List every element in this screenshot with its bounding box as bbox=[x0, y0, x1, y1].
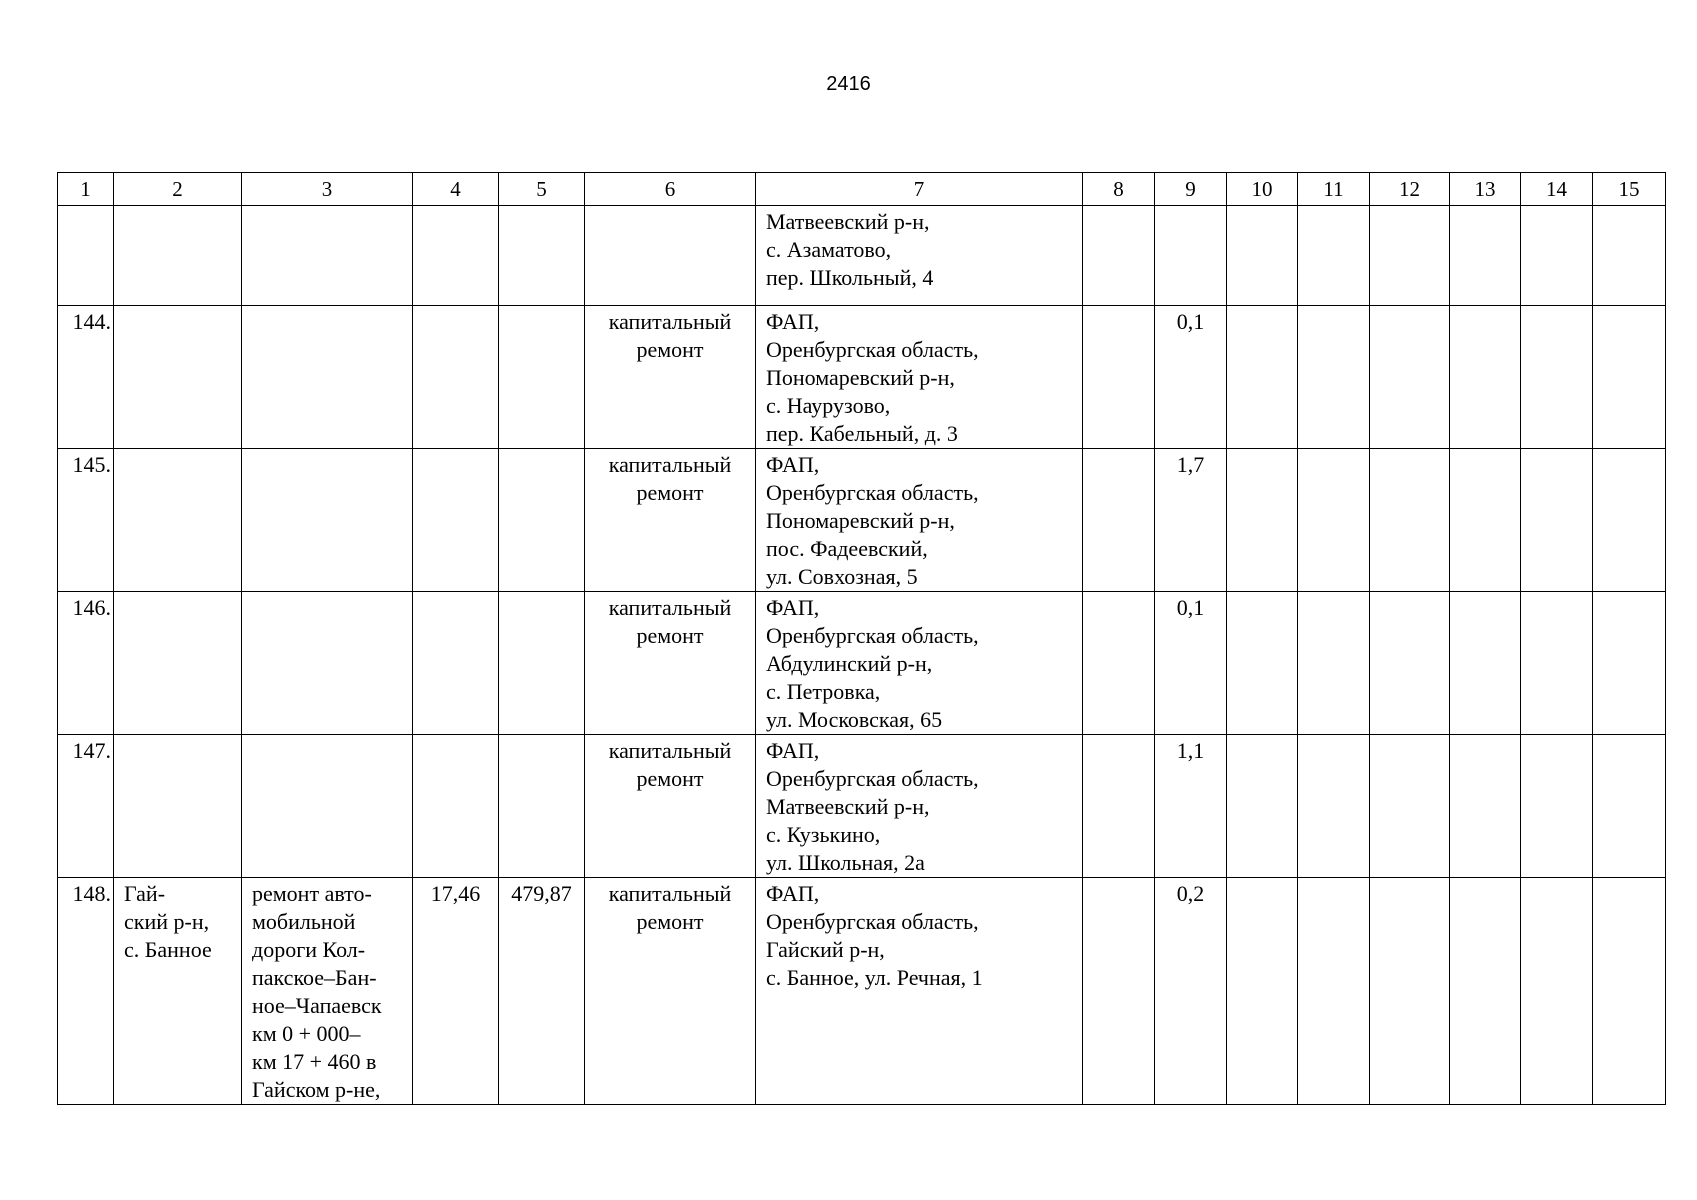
table-cell-col-10 bbox=[1227, 306, 1298, 449]
table-cell-col-3 bbox=[242, 306, 413, 449]
table-cell-col-4 bbox=[413, 206, 499, 306]
table-cell-col-2 bbox=[114, 306, 242, 449]
column-header-9: 9 bbox=[1155, 173, 1227, 206]
table-cell-col-13 bbox=[1450, 735, 1521, 878]
table-cell-col-11 bbox=[1298, 449, 1370, 592]
table-cell-col-12 bbox=[1370, 735, 1450, 878]
table-cell-col-7: ФАП, Оренбургская область, Абдулинский р-н, с. Петровка, ул. Московская, 65 bbox=[756, 592, 1083, 735]
table-row bbox=[58, 735, 1666, 878]
table-cell-col-15 bbox=[1593, 592, 1666, 735]
column-header-12: 12 bbox=[1370, 173, 1450, 206]
column-header-15: 15 bbox=[1593, 173, 1666, 206]
table-header-row bbox=[58, 173, 1666, 206]
table-cell-col-5 bbox=[499, 735, 585, 878]
column-header-5: 5 bbox=[499, 173, 585, 206]
table-cell-col-3 bbox=[242, 449, 413, 592]
table-row bbox=[58, 449, 1666, 592]
table-cell-col-2: Гай- ский р-н, с. Банное bbox=[114, 878, 242, 1105]
column-header-1: 1 bbox=[58, 173, 114, 206]
column-header-13: 13 bbox=[1450, 173, 1521, 206]
column-header-8: 8 bbox=[1083, 173, 1155, 206]
table-cell-col-1: 147. bbox=[58, 735, 114, 878]
table-cell-col-14 bbox=[1521, 206, 1593, 306]
column-header-14: 14 bbox=[1521, 173, 1593, 206]
table-cell-col-7: ФАП, Оренбургская область, Пономаревский р-н, с. Наурузово, пер. Кабельный, д. 3 bbox=[756, 306, 1083, 449]
table-cell-col-9 bbox=[1155, 206, 1227, 306]
table-cell-col-14 bbox=[1521, 449, 1593, 592]
table-cell-col-13 bbox=[1450, 306, 1521, 449]
table-cell-col-14 bbox=[1521, 306, 1593, 449]
table-cell-col-11 bbox=[1298, 206, 1370, 306]
table-cell-col-1: 146. bbox=[58, 592, 114, 735]
column-header-10: 10 bbox=[1227, 173, 1298, 206]
table-cell-col-9: 1,1 bbox=[1155, 735, 1227, 878]
table-cell-col-14 bbox=[1521, 878, 1593, 1105]
table-cell-col-3 bbox=[242, 206, 413, 306]
table-cell-col-4 bbox=[413, 592, 499, 735]
column-header-7: 7 bbox=[756, 173, 1083, 206]
table-cell-col-14 bbox=[1521, 592, 1593, 735]
table-cell-col-5 bbox=[499, 206, 585, 306]
column-header-11: 11 bbox=[1298, 173, 1370, 206]
table-cell-col-2 bbox=[114, 449, 242, 592]
table-cell-col-13 bbox=[1450, 206, 1521, 306]
table-cell-col-6 bbox=[585, 206, 756, 306]
table-cell-col-6: капитальный ремонт bbox=[585, 306, 756, 449]
table-cell-col-7: Матвеевский р-н, с. Азаматово, пер. Школьный, 4 bbox=[756, 206, 1083, 306]
table-row bbox=[58, 592, 1666, 735]
table-cell-col-5 bbox=[499, 449, 585, 592]
table-cell-col-8 bbox=[1083, 878, 1155, 1105]
table-cell-col-15 bbox=[1593, 449, 1666, 592]
table-cell-col-1: 148. bbox=[58, 878, 114, 1105]
page-number: 2416 bbox=[826, 73, 871, 95]
table-cell-col-8 bbox=[1083, 592, 1155, 735]
table-cell-col-7: ФАП, Оренбургская область, Матвеевский р-н, с. Кузькино, ул. Школьная, 2а bbox=[756, 735, 1083, 878]
column-header-2: 2 bbox=[114, 173, 242, 206]
table-cell-col-9: 0,1 bbox=[1155, 306, 1227, 449]
table-cell-col-5: 479,87 bbox=[499, 878, 585, 1105]
table-cell-col-1: 145. bbox=[58, 449, 114, 592]
table-cell-col-8 bbox=[1083, 206, 1155, 306]
table-cell-col-3 bbox=[242, 592, 413, 735]
table-cell-col-6: капитальный ремонт bbox=[585, 878, 756, 1105]
table-row bbox=[58, 306, 1666, 449]
table-cell-col-12 bbox=[1370, 449, 1450, 592]
column-header-3: 3 bbox=[242, 173, 413, 206]
table-cell-col-4 bbox=[413, 735, 499, 878]
table-cell-col-15 bbox=[1593, 735, 1666, 878]
table-cell-col-9: 1,7 bbox=[1155, 449, 1227, 592]
table-cell-col-1 bbox=[58, 206, 114, 306]
table-cell-col-15 bbox=[1593, 306, 1666, 449]
table-cell-col-11 bbox=[1298, 878, 1370, 1105]
table-cell-col-4 bbox=[413, 449, 499, 592]
table-cell-col-1: 144. bbox=[58, 306, 114, 449]
table-cell-col-10 bbox=[1227, 206, 1298, 306]
table-cell-col-15 bbox=[1593, 206, 1666, 306]
table-cell-col-14 bbox=[1521, 735, 1593, 878]
table-row bbox=[58, 878, 1666, 1105]
table-cell-col-12 bbox=[1370, 592, 1450, 735]
table-cell-col-6: капитальный ремонт bbox=[585, 592, 756, 735]
column-header-6: 6 bbox=[585, 173, 756, 206]
table-cell-col-4 bbox=[413, 306, 499, 449]
table-cell-col-12 bbox=[1370, 306, 1450, 449]
table-cell-col-11 bbox=[1298, 592, 1370, 735]
table-cell-col-10 bbox=[1227, 592, 1298, 735]
data-table bbox=[57, 172, 1666, 1105]
table-cell-col-5 bbox=[499, 306, 585, 449]
table-body bbox=[58, 173, 1666, 1105]
table-cell-col-2 bbox=[114, 735, 242, 878]
table-cell-col-4: 17,46 bbox=[413, 878, 499, 1105]
table-cell-col-15 bbox=[1593, 878, 1666, 1105]
table-cell-col-9: 0,1 bbox=[1155, 592, 1227, 735]
table-cell-col-7: ФАП, Оренбургская область, Гайский р-н, с. Банное, ул. Речная, 1 bbox=[756, 878, 1083, 1105]
table-cell-col-11 bbox=[1298, 306, 1370, 449]
table-cell-col-2 bbox=[114, 206, 242, 306]
column-header-4: 4 bbox=[413, 173, 499, 206]
table-cell-col-7: ФАП, Оренбургская область, Пономаревский р-н, пос. Фадеевский, ул. Совхозная, 5 bbox=[756, 449, 1083, 592]
table-row bbox=[58, 206, 1666, 306]
table-cell-col-6: капитальный ремонт bbox=[585, 735, 756, 878]
table-cell-col-12 bbox=[1370, 206, 1450, 306]
table-cell-col-13 bbox=[1450, 592, 1521, 735]
table-cell-col-10 bbox=[1227, 878, 1298, 1105]
table-cell-col-8 bbox=[1083, 306, 1155, 449]
table-cell-col-13 bbox=[1450, 449, 1521, 592]
table-cell-col-9: 0,2 bbox=[1155, 878, 1227, 1105]
table-cell-col-10 bbox=[1227, 449, 1298, 592]
table-cell-col-10 bbox=[1227, 735, 1298, 878]
table-cell-col-3: ремонт авто- мобильной дороги Кол- пакское–Бан- ное–Чапаевск км 0 + 000– км 17 + 460 в Гайском р-не, bbox=[242, 878, 413, 1105]
table-cell-col-8 bbox=[1083, 449, 1155, 592]
table-cell-col-11 bbox=[1298, 735, 1370, 878]
table-cell-col-13 bbox=[1450, 878, 1521, 1105]
table-cell-col-2 bbox=[114, 592, 242, 735]
table-cell-col-12 bbox=[1370, 878, 1450, 1105]
table-cell-col-5 bbox=[499, 592, 585, 735]
table-cell-col-8 bbox=[1083, 735, 1155, 878]
table-cell-col-6: капитальный ремонт bbox=[585, 449, 756, 592]
table-cell-col-3 bbox=[242, 735, 413, 878]
